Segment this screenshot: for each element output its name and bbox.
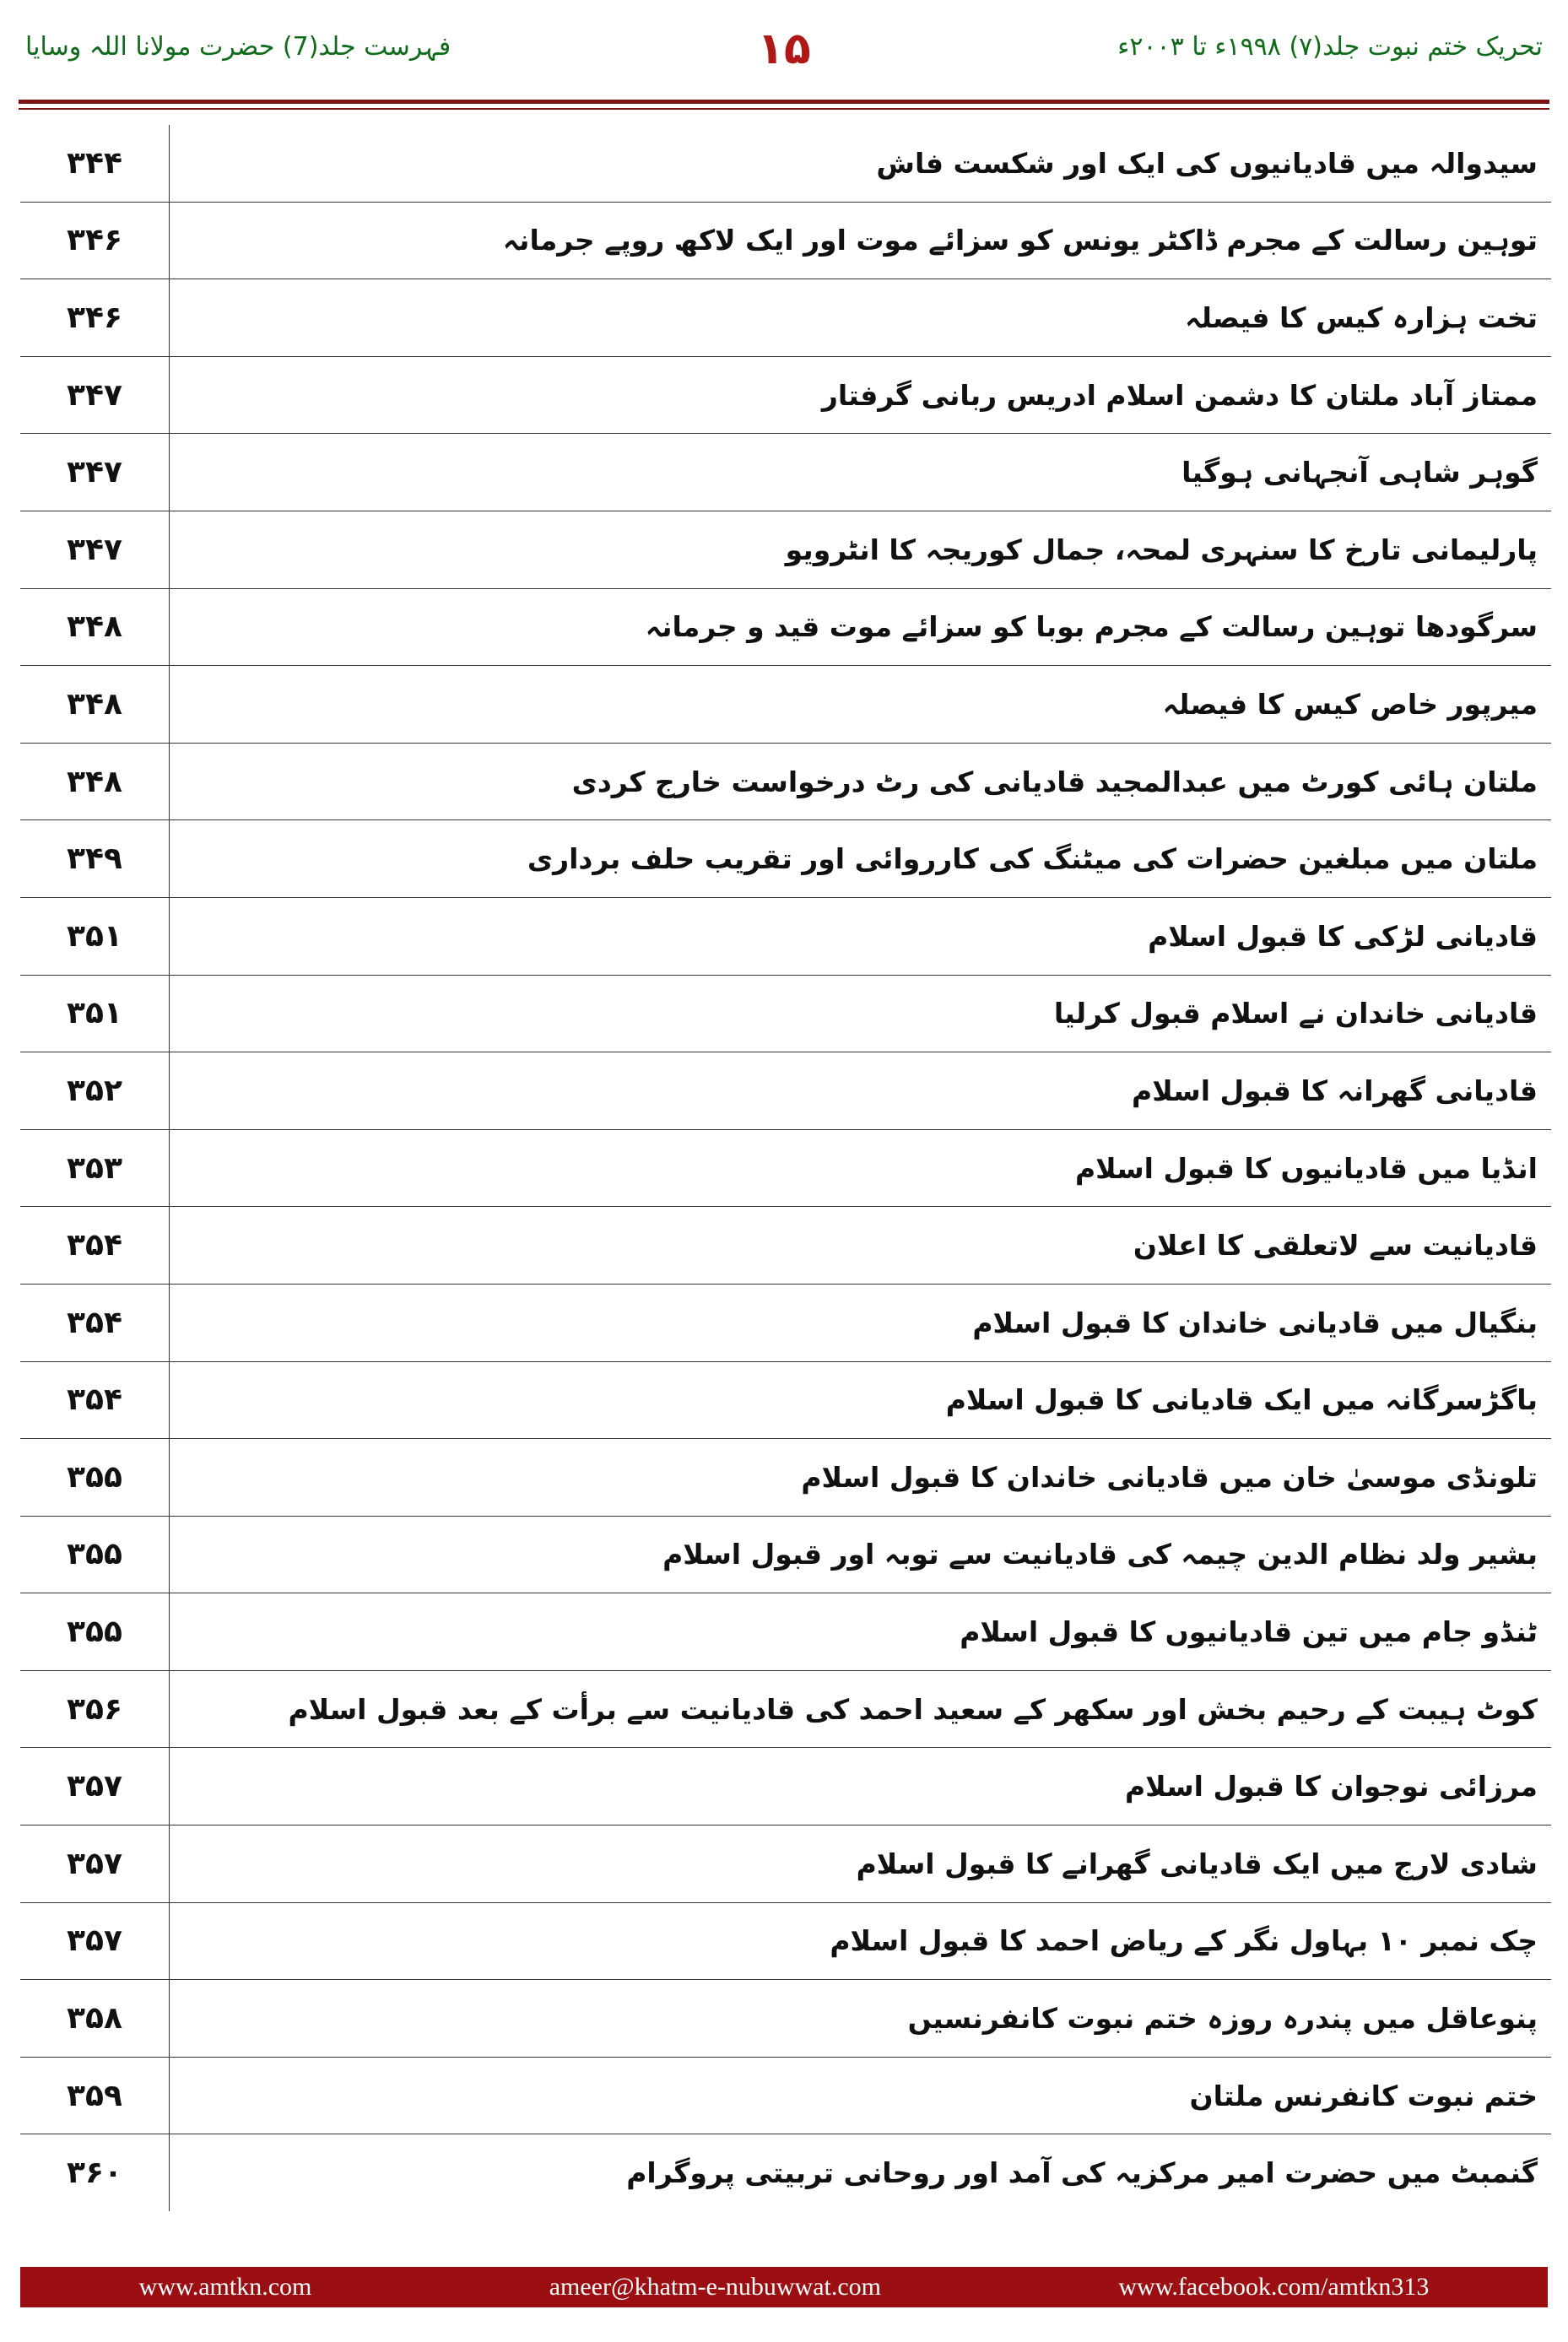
page-number-cell: ۳۵۵	[20, 1516, 170, 1593]
page-number: ۱۵	[757, 24, 811, 74]
table-row	[20, 2134, 1551, 2211]
entry-title-cell: تلونڈی موسیٰ خان میں قادیانی خاندان کا قبول اسلام	[170, 1439, 1552, 1517]
facebook-link[interactable]: www.facebook.com/amtkn313	[1118, 2273, 1430, 2301]
table-row	[20, 1439, 1551, 1517]
entry-title-cell: ملتان میں مبلغین حضرات کی میٹنگ کی کارروائی اور تقریب حلف برداری	[170, 820, 1552, 898]
entry-title-cell: توہین رسالت کے مجرم ڈاکٹر یونس کو سزائے موت اور ایک لاکھ روپے جرمانہ	[170, 202, 1552, 279]
entry-title-cell: ٹنڈو جام میں تین قادیانیوں کا قبول اسلام	[170, 1593, 1552, 1671]
index-volume-title: فہرست جلد(7) حضرت مولانا اللہ وسایا	[25, 32, 451, 62]
entry-title-cell: پارلیمانی تارخ کا سنہری لمحہ، جمال کوریجہ کا انٹرویو	[170, 511, 1552, 588]
entry-title-cell: شادی لارج میں ایک قادیانی گھرانے کا قبول اسلام	[170, 1825, 1552, 1903]
table-row	[20, 434, 1551, 511]
page-number-cell: ۳۴۸	[20, 666, 170, 744]
page-number-cell: ۳۵۵	[20, 1593, 170, 1671]
entry-title-cell: قادیانی گھرانہ کا قبول اسلام	[170, 1052, 1552, 1130]
table-row	[20, 975, 1551, 1052]
entry-title-cell: گنمبٹ میں حضرت امیر مرکزیہ کی آمد اور روحانی تربیتی پروگرام	[626, 2156, 1538, 2190]
header-rule-thick	[19, 100, 1549, 104]
table-row	[20, 666, 1551, 744]
entry-title-cell: ختم نبوت کانفرنس ملتان	[170, 2057, 1552, 2134]
page-number-cell: ۳۵۲	[20, 1052, 170, 1130]
page-number-cell: ۳۴۸	[20, 588, 170, 666]
table-row	[20, 743, 1551, 820]
page-number-cell: ۳۴۷	[20, 356, 170, 434]
page-number-cell: ۳۵۱	[20, 897, 170, 975]
website-link[interactable]: www.amtkn.com	[138, 2273, 312, 2301]
table-row	[20, 125, 1551, 202]
entry-title-cell: قادیانی خاندان نے اسلام قبول کرلیا	[170, 975, 1552, 1052]
email-link[interactable]: ameer@khatm-e-nubuwwat.com	[549, 2273, 882, 2301]
table-row	[20, 1748, 1551, 1825]
entry-title-cell: بشیر ولد نظام الدین چیمہ کی قادیانیت سے توبہ اور قبول اسلام	[170, 1516, 1552, 1593]
table-row	[20, 588, 1551, 666]
page-header	[0, 0, 1568, 100]
table-row	[20, 1902, 1551, 1980]
page-number-cell: ۳۵۸	[20, 1980, 170, 2058]
table-row	[20, 202, 1551, 279]
page-number-cell: ۳۵۵	[20, 1439, 170, 1517]
table-row	[20, 1284, 1551, 1361]
page-number-cell: ۳۴۶	[20, 202, 170, 279]
table-row	[20, 897, 1551, 975]
table-row	[20, 1207, 1551, 1285]
page-number-cell: ۳۶۰	[20, 2134, 170, 2211]
page-number-cell: ۳۴۷	[20, 511, 170, 588]
entry-title-cell: کوٹ ہیبت کے رحیم بخش اور سکھر کے سعید احمد کی قادیانیت سے برأت کے بعد قبول اسلام	[170, 1670, 1552, 1748]
entry-title-cell: ممتاز آباد ملتان کا دشمن اسلام ادریس ربانی گرفتار	[170, 356, 1552, 434]
entry-title-cell: چک نمبر ۱۰ بہاول نگر کے ریاض احمد کا قبول اسلام	[170, 1902, 1552, 1980]
entry-title-cell: قادیانیت سے لاتعلقی کا اعلان	[170, 1207, 1552, 1285]
entry-title-cell: بنگیال میں قادیانی خاندان کا قبول اسلام	[170, 1284, 1552, 1361]
page-number-cell: ۳۴۸	[20, 743, 170, 820]
page-footer	[20, 2267, 1548, 2307]
book-title: تحریک ختم نبوت جلد(۷) ۱۹۹۸ء تا ۲۰۰۳ء	[1117, 32, 1543, 62]
table-row	[20, 1825, 1551, 1903]
page-number-cell: ۳۵۷	[20, 1902, 170, 1980]
table-of-contents	[20, 125, 1551, 2211]
table-row	[20, 356, 1551, 434]
page-number-cell: ۳۵۴	[20, 1207, 170, 1285]
table-row	[20, 279, 1551, 357]
entry-title-cell: پنوعاقل میں پندرہ روزہ ختم نبوت کانفرنسیں	[170, 1980, 1552, 2058]
table-row	[20, 2057, 1551, 2134]
entry-title-cell: گوہر شاہی آنجہانی ہوگیا	[170, 434, 1552, 511]
page-number-cell: ۳۴۴	[20, 125, 170, 202]
entry-title-cell: سیدوالہ میں قادیانیوں کی ایک اور شکست فاش	[170, 125, 1552, 202]
table-row	[20, 511, 1551, 588]
header-rule-thin	[19, 108, 1549, 110]
entry-title-cell: سرگودھا توہین رسالت کے مجرم بوبا کو سزائے موت قید و جرمانہ	[170, 588, 1552, 666]
page-number-cell: ۳۵۱	[20, 975, 170, 1052]
page-number-cell: ۳۴۹	[20, 820, 170, 898]
table-row	[20, 1593, 1551, 1671]
entry-title-cell: تخت ہزارہ کیس کا فیصلہ	[170, 279, 1552, 357]
page-number-cell: ۳۵۹	[20, 2057, 170, 2134]
entry-title-cell: باگڑسرگانہ میں ایک قادیانی کا قبول اسلام	[170, 1361, 1552, 1439]
table-row	[20, 1980, 1551, 2058]
entry-title-cell: ملتان ہائی کورٹ میں عبدالمجید قادیانی کی رٹ درخواست خارج کردی	[170, 743, 1552, 820]
page-number-cell: ۳۵۴	[20, 1284, 170, 1361]
page-number-cell: ۳۵۷	[20, 1748, 170, 1825]
page-number-cell: ۳۵۴	[20, 1361, 170, 1439]
entry-title-cell: قادیانی لڑکی کا قبول اسلام	[170, 897, 1552, 975]
table-row	[20, 1516, 1551, 1593]
page-number-cell: ۳۴۷	[20, 434, 170, 511]
table-row	[20, 1670, 1551, 1748]
page-number-cell: ۳۵۳	[20, 1129, 170, 1207]
table-row	[20, 820, 1551, 898]
entry-title-cell: مرزائی نوجوان کا قبول اسلام	[170, 1748, 1552, 1825]
table-row	[20, 1052, 1551, 1130]
page-number-cell: ۳۵۷	[20, 1825, 170, 1903]
page-number-cell: ۳۴۶	[20, 279, 170, 357]
table-row	[20, 1129, 1551, 1207]
page-number-cell: ۳۵۶	[20, 1670, 170, 1748]
entry-title-cell: انڈیا میں قادیانیوں کا قبول اسلام	[170, 1129, 1552, 1207]
entry-title-cell: میرپور خاص کیس کا فیصلہ	[170, 666, 1552, 744]
table-row	[20, 1361, 1551, 1439]
